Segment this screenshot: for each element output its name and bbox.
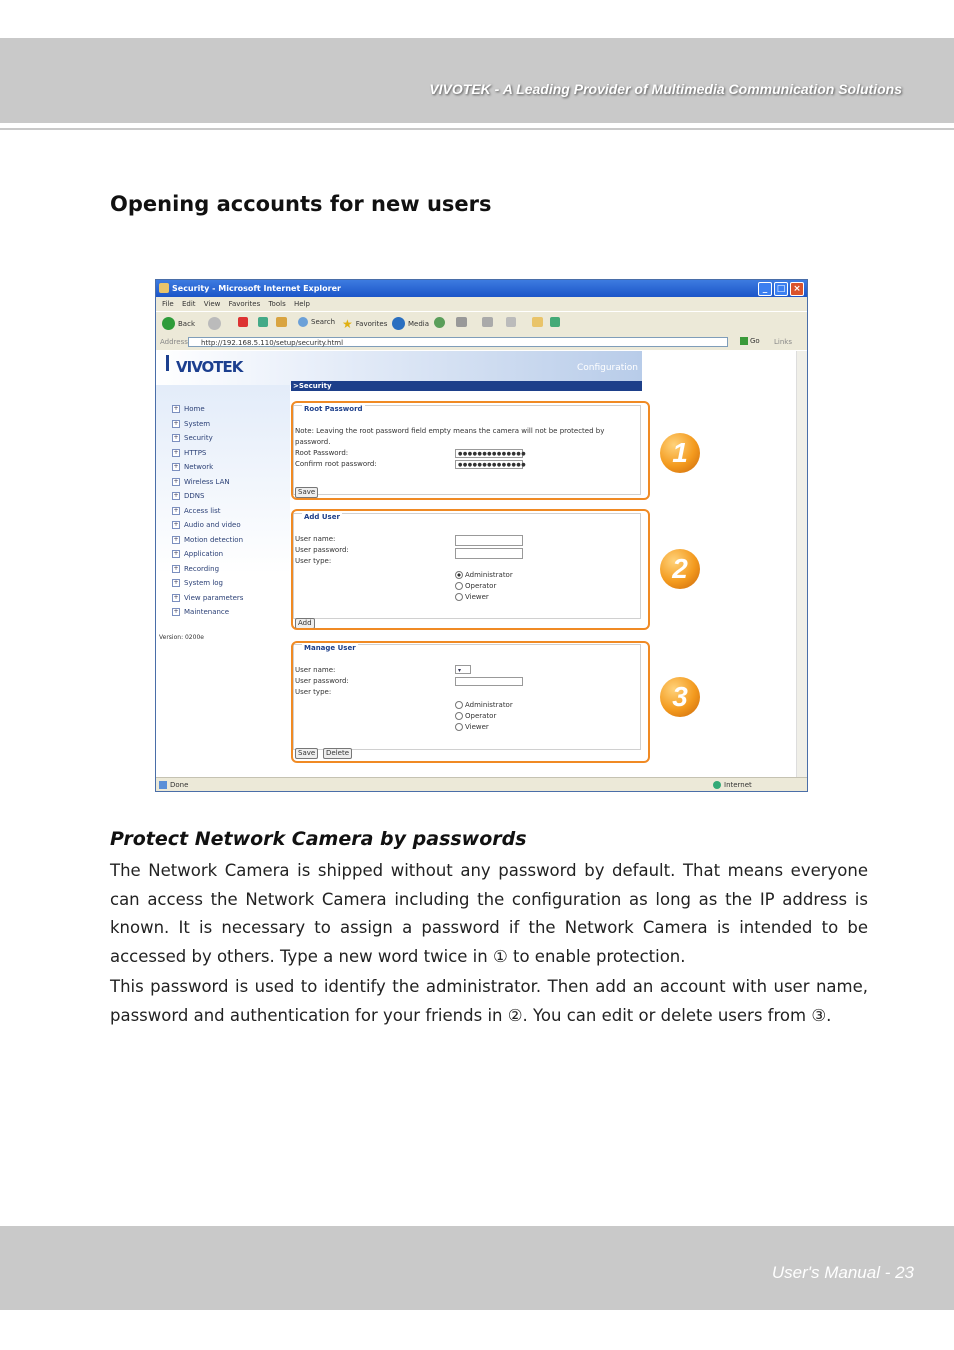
highlight-root-password: [291, 401, 650, 500]
refresh-icon: [258, 317, 268, 327]
expand-icon: +: [173, 463, 179, 470]
window-titlebar: [156, 280, 807, 297]
mail-button[interactable]: [456, 317, 467, 327]
callout-1: 1: [660, 433, 700, 473]
sidebar-nav: [172, 402, 243, 620]
vivotek-logo: VIVOTEK: [176, 358, 243, 376]
expand-icon: +: [173, 521, 179, 528]
folder-icon: [532, 317, 543, 327]
manage-save-button[interactable]: Save: [295, 748, 318, 759]
root-note-line1: Note: Leaving the root password field empty means the camera will not be protected by: [295, 427, 605, 435]
sidebar-item-home[interactable]: + Home: [173, 405, 205, 413]
menu-edit[interactable]: Edit: [181, 300, 196, 308]
links-button[interactable]: Links: [774, 338, 792, 346]
refresh-button[interactable]: [258, 317, 268, 327]
address-input[interactable]: http://192.168.5.110/setup/security.html: [188, 337, 728, 347]
close-icon[interactable]: ×: [790, 282, 804, 296]
section-bar: >Security: [291, 381, 642, 391]
home-button[interactable]: [276, 317, 287, 327]
minimize-icon[interactable]: _: [758, 282, 772, 296]
manage-delete-button[interactable]: Delete: [323, 748, 352, 759]
expand-icon: +: [173, 492, 179, 499]
back-arrow-icon: [162, 317, 175, 330]
root-note-line2: password.: [295, 438, 331, 446]
sidebar: [156, 385, 290, 655]
expand-icon: +: [173, 593, 179, 601]
status-done: Done: [170, 781, 189, 789]
add-user-password-label: User password:: [295, 546, 349, 554]
media-icon: [392, 317, 405, 330]
expand-icon: +: [173, 608, 179, 615]
sidebar-item-system[interactable]: + System: [173, 419, 211, 428]
menu-tools[interactable]: Tools: [268, 300, 286, 308]
sidebar-item-https[interactable]: + HTTPS: [173, 448, 207, 457]
vivotek-banner: [156, 351, 642, 385]
mail-icon: [456, 317, 467, 327]
firmware-version: Version: 0200e: [159, 634, 204, 641]
window-title: Security - Microsoft Internet Explorer: [172, 284, 341, 293]
go-button[interactable]: Go: [740, 337, 760, 345]
internet-zone-icon: [713, 781, 721, 789]
sidebar-item-motion-detection[interactable]: + Motion detection: [173, 535, 244, 544]
browser-screenshot: [155, 279, 808, 792]
sidebar-item-access-list[interactable]: + Access list: [173, 506, 221, 515]
sidebar-item-maintenance[interactable]: + Maintenance: [173, 608, 230, 616]
status-zone: Internet: [724, 781, 752, 789]
expand-icon: +: [173, 405, 179, 412]
sidebar-item-recording[interactable]: + Recording: [173, 564, 220, 573]
menu-file[interactable]: File: [162, 300, 174, 308]
expand-icon: +: [173, 579, 179, 586]
highlight-add-user: [291, 509, 650, 630]
forward-arrow-icon: [208, 317, 221, 330]
add-user-legend: Add User: [304, 513, 340, 521]
sidebar-item-application[interactable]: + Application: [173, 550, 224, 558]
add-type-operator[interactable]: Operator: [455, 582, 496, 590]
manage-type-viewer[interactable]: Viewer: [455, 723, 489, 731]
callout-2: 2: [660, 549, 700, 589]
back-button[interactable]: Back: [162, 317, 195, 330]
go-arrow-icon: [740, 337, 748, 345]
address-label: Address: [160, 338, 188, 346]
manage-user-legend: Manage User: [304, 644, 356, 652]
stop-icon: [238, 317, 248, 327]
configuration-label: Configuration: [576, 363, 638, 373]
home-icon: [276, 317, 287, 327]
expand-icon: +: [173, 448, 179, 456]
paragraph-1: The Network Camera is shipped without any password by default. That means everyone can access the Network Camera including the configuration as long as the IP address is known. It is necessary to assign a password if the Network Camera is intended to be accessed by others. Type a new word twice in ① to enable protection.: [110, 861, 868, 966]
section-subtitle: Protect Network Camera by passwords: [110, 828, 527, 850]
browser-toolbar: [156, 311, 807, 337]
messenger-icon: [550, 317, 560, 327]
address-bar: [156, 335, 807, 350]
sidebar-item-audio-video[interactable]: + Audio and video: [173, 521, 241, 529]
print-icon: [482, 317, 493, 327]
highlight-manage-user: [291, 641, 650, 763]
forward-button[interactable]: [208, 317, 221, 330]
footer-page-label: User's Manual - 23: [771, 1263, 914, 1282]
media-button[interactable]: Media: [392, 317, 429, 330]
history-button[interactable]: [434, 317, 445, 328]
star-icon: ★: [342, 317, 353, 331]
add-user-type-label: User type:: [295, 557, 332, 565]
expand-icon: +: [173, 434, 179, 441]
add-user-button[interactable]: Add: [295, 618, 315, 629]
vertical-scrollbar[interactable]: [796, 351, 807, 777]
favorites-button[interactable]: ★ Favorites: [342, 317, 388, 331]
expand-icon: +: [173, 535, 179, 543]
menu-view[interactable]: View: [203, 300, 221, 308]
add-user-name-label: User name:: [295, 535, 336, 543]
expand-icon: +: [173, 550, 179, 557]
page-done-icon: [159, 781, 167, 789]
manage-user-type-label: User type:: [295, 688, 332, 696]
sidebar-item-system-log[interactable]: + System log: [173, 579, 223, 587]
maximize-icon[interactable]: □: [774, 282, 788, 296]
history-icon: [434, 317, 445, 328]
sidebar-item-wireless-lan[interactable]: + Wireless LAN: [173, 477, 230, 486]
print-button[interactable]: [482, 317, 493, 327]
chevron-down-icon: ▾: [458, 667, 462, 674]
expand-icon: +: [173, 477, 179, 485]
manage-type-administrator[interactable]: Administrator: [455, 701, 513, 709]
root-password-input[interactable]: ●●●●●●●●●●●●●●: [455, 449, 523, 458]
web-page-content: [156, 351, 797, 777]
menu-favorites[interactable]: Favorites: [228, 300, 261, 308]
confirm-password-input[interactable]: ●●●●●●●●●●●●●●: [455, 460, 523, 469]
search-icon: [298, 317, 308, 327]
sidebar-item-security[interactable]: + Security: [173, 434, 213, 442]
paragraph-2: This password is used to identify the administrator. Then add an account with user name, password and authentication for your friends in ②. You can edit or delete users from ③.: [110, 977, 868, 1025]
root-password-label: Root Password:: [295, 449, 349, 457]
root-password-legend: Root Password: [304, 405, 363, 413]
search-button[interactable]: Search: [298, 317, 335, 327]
add-type-administrator[interactable]: Administrator: [455, 571, 513, 579]
manage-user-password-label: User password:: [295, 677, 349, 685]
add-type-viewer[interactable]: Viewer: [455, 593, 489, 601]
sidebar-item-view-parameters[interactable]: + View parameters: [173, 593, 244, 602]
menu-bar: [156, 297, 807, 311]
status-bar: [156, 777, 807, 792]
manage-user-name-label: User name:: [295, 666, 336, 674]
callout-3: 3: [660, 677, 700, 717]
edit-button[interactable]: [506, 317, 516, 327]
root-save-button[interactable]: Save: [295, 487, 318, 498]
edit-icon: [506, 317, 516, 327]
sidebar-item-network[interactable]: + Network: [173, 463, 214, 471]
ie-page-icon: [159, 283, 169, 293]
expand-icon: +: [173, 564, 179, 572]
header-tagline: VIVOTEK - A Leading Provider of Multimedia Communication Solutions: [429, 81, 902, 97]
messenger-button[interactable]: [550, 317, 560, 327]
menu-help[interactable]: Help: [293, 300, 310, 308]
sidebar-item-ddns[interactable]: + DDNS: [173, 492, 205, 500]
confirm-password-label: Confirm root password:: [295, 460, 377, 468]
folder-button[interactable]: [532, 317, 543, 327]
page-title: Opening accounts for new users: [110, 192, 492, 216]
header-rule: [0, 128, 954, 130]
manage-type-operator[interactable]: Operator: [455, 712, 496, 720]
expand-icon: +: [173, 419, 179, 427]
expand-icon: +: [173, 506, 179, 514]
body-text: [110, 857, 868, 1031]
stop-button[interactable]: [238, 317, 248, 327]
